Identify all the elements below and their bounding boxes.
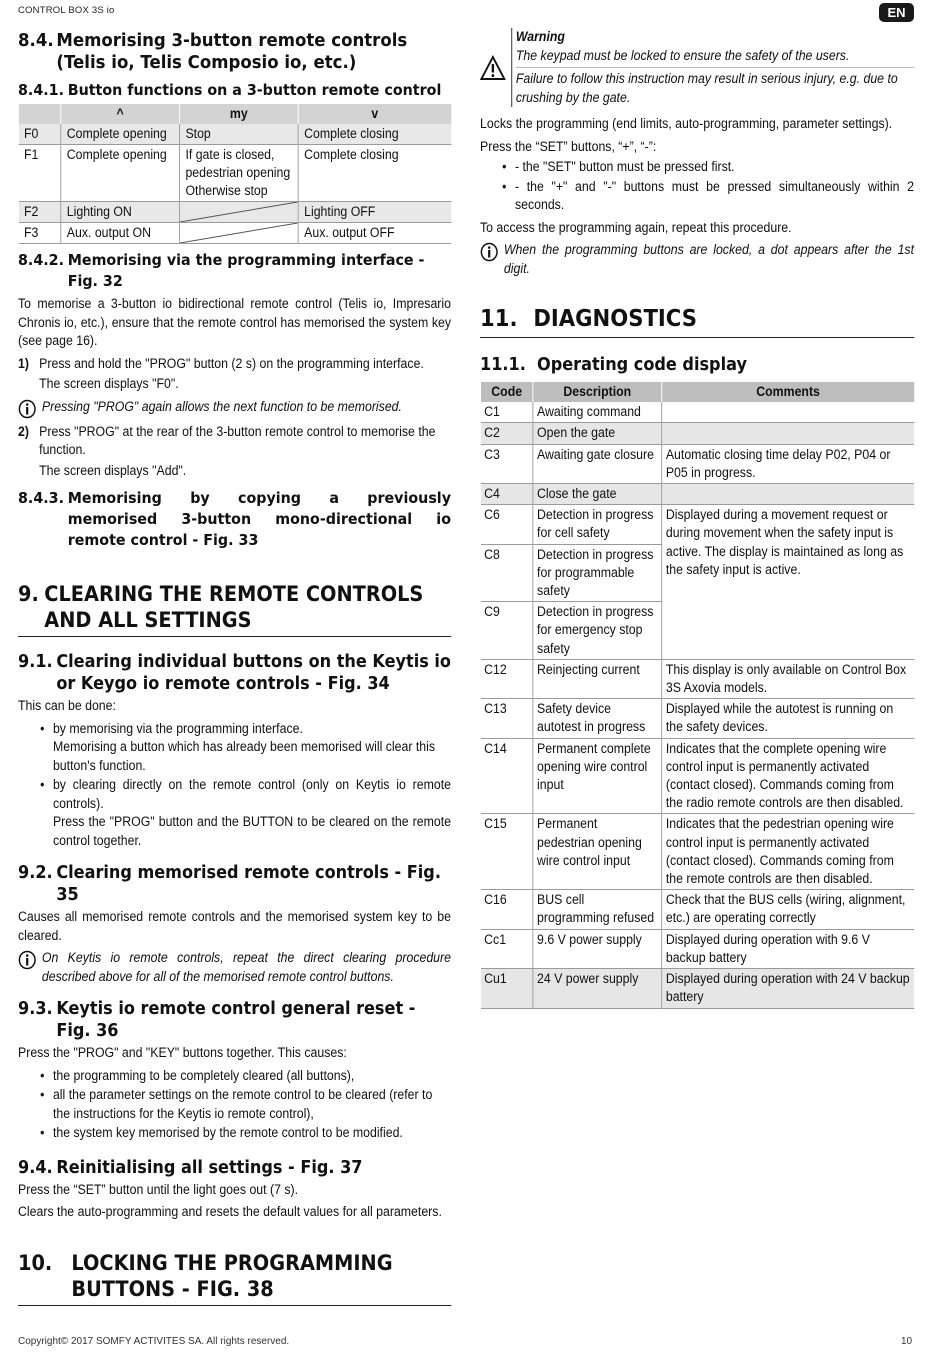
- paragraph: Locks the programming (end limits, auto-programming, parameter settings).: [480, 116, 893, 131]
- info-note: [480, 241, 914, 278]
- table-cell: Lighting OFF: [298, 202, 451, 223]
- section-number: 11.1.: [480, 355, 526, 375]
- comments-cell: [662, 484, 914, 505]
- table-row: [480, 484, 914, 505]
- note-text: When the programming buttons are locked, a dot appears after the 1st digit.: [503, 242, 915, 276]
- info-icon: [18, 399, 36, 419]
- code-cell: Cc1: [480, 929, 532, 968]
- section-number: 9.2.: [18, 863, 53, 883]
- section-title: DIAGNOSTICS: [533, 306, 697, 332]
- section-10-heading: [18, 1250, 451, 1306]
- code-cell: C15: [480, 814, 532, 890]
- description-cell: Detection in progress for programmable safety: [533, 544, 662, 602]
- table-cell: Complete closing: [298, 145, 451, 202]
- up-button-header: ^: [61, 104, 180, 124]
- table-row: [480, 402, 914, 423]
- table-header-row: [18, 104, 451, 124]
- table-cell: Aux. output ON: [61, 223, 180, 244]
- step-result: The screen displays "F0".: [39, 376, 179, 391]
- section-number: 9.: [18, 582, 39, 606]
- section-9-1-heading: [18, 651, 451, 695]
- section-8-4-2-heading: [18, 250, 451, 292]
- list-item: [18, 423, 451, 460]
- step-result: The screen displays "Add".: [39, 462, 187, 478]
- footer-copyright: Copyright© 2017 SOMFY ACTIVITES SA. All rights reserved.: [18, 1336, 290, 1347]
- document-header-title: CONTROL BOX 3S io: [18, 5, 115, 16]
- section-title: Clearing individual buttons on the Keytis io or Keygo io remote controls - Fig. 34: [56, 652, 452, 694]
- section-number: 8.4.1.: [18, 81, 65, 99]
- code-cell: C2: [480, 423, 532, 444]
- description-cell: BUS cell programming refused: [533, 890, 662, 929]
- list-item: • the system key memorised by the remote control to be modified.: [53, 1124, 451, 1143]
- paragraph: Clears the auto-programming and resets the default values for all parameters.: [18, 1204, 442, 1219]
- table-row: [480, 659, 914, 698]
- paragraph: To access the programming again, repeat this procedure.: [480, 219, 792, 235]
- table-cell: Lighting ON: [61, 202, 180, 223]
- table-cell: F2: [18, 202, 60, 223]
- step-text: Press "PROG" at the rear of the 3-button remote control to memorise the function.: [39, 423, 436, 457]
- language-badge: EN: [879, 3, 914, 22]
- code-cell: C13: [480, 699, 532, 738]
- section-title: Memorising via the programming interface - Fig. 32: [67, 251, 425, 290]
- section-title: Button functions on a 3-button remote control: [67, 81, 442, 99]
- section-number: 9.3.: [18, 999, 53, 1019]
- table-cell-empty: [179, 202, 298, 223]
- table-row: [18, 202, 451, 223]
- section-number: 8.4.: [18, 30, 54, 51]
- section-8-4-3-heading: [18, 488, 451, 551]
- paragraph: This can be done:: [18, 698, 116, 713]
- table-row: [18, 145, 451, 202]
- steps-list: [18, 355, 451, 374]
- bullet-continuation: Press the "PROG" button and the BUTTON to be cleared on the remote control together.: [52, 814, 452, 848]
- comments-cell: Displayed during operation with 9.6 V backup battery: [662, 929, 914, 968]
- section-9-heading: [18, 581, 451, 637]
- warning-line: Failure to follow this instruction may result in serious injury, e.g. due to crushing by the gate.: [515, 71, 898, 105]
- diagonal-strike: [180, 202, 298, 222]
- code-cell: C16: [480, 890, 532, 929]
- section-9-2-heading: [18, 862, 451, 906]
- description-cell: Detection in progress for cell safety: [533, 505, 662, 544]
- comments-cell: Automatic closing time delay P02, P04 or P05 in progress.: [662, 444, 914, 483]
- bullet-continuation: Memorising a button which has already been memorised will clear this button's function.: [52, 739, 436, 773]
- info-icon: [18, 950, 36, 970]
- table-row: [18, 223, 451, 244]
- code-cell: C12: [480, 659, 532, 698]
- section-title: Reinitialising all settings - Fig. 37: [56, 1157, 363, 1178]
- step-text: Press and hold the "PROG" button (2 s) on the programming interface.: [39, 355, 424, 371]
- note-text: On Keytis io remote controls, repeat the direct clearing procedure described above for all of the memorised remote control buttons.: [41, 950, 452, 984]
- comments-cell: [662, 423, 914, 444]
- section-title: Memorising 3-button remote controls (Telis io, Telis Composio io, etc.): [56, 30, 408, 73]
- table-row: [480, 969, 914, 1008]
- description-cell: 24 V power supply: [533, 969, 662, 1008]
- table-cell: Stop: [179, 124, 298, 145]
- table-header-row: [480, 382, 914, 402]
- comments-cell: Check that the BUS cells (wiring, alignment, etc.) are operating correctly: [662, 890, 914, 929]
- table-row: [18, 124, 451, 145]
- table-header-cell: Description: [533, 382, 662, 402]
- warning-line: The keypad must be locked to ensure the safety of the users.: [516, 47, 914, 69]
- section-8-4-heading: [18, 30, 451, 74]
- bullet-list: [18, 1067, 451, 1143]
- paragraph: Press the “SET” button until the light goes out (7 s).: [18, 1181, 299, 1197]
- comments-cell: Indicates that the pedestrian opening wire control input is permanently activated (contact closed). Commands coming from the remote controls are then disabled.: [662, 814, 914, 890]
- steps-list: [18, 423, 451, 460]
- section-title: Clearing memorised remote controls - Fig. 35: [56, 863, 441, 905]
- code-cell: C1: [480, 402, 532, 423]
- table-header-cell: Comments: [662, 382, 914, 402]
- warning-icon: [480, 55, 506, 81]
- section-11-1-heading: [480, 354, 914, 376]
- section-number: 10.: [18, 1250, 53, 1275]
- table-cell: Complete opening: [61, 124, 180, 145]
- section-number: 8.4.3.: [18, 489, 65, 507]
- table-cell: Complete closing: [298, 124, 451, 145]
- table-row: [480, 738, 914, 814]
- bullet-text: by clearing directly on the remote control (only on Keytis io remote controls).: [52, 777, 452, 811]
- description-cell: Reinjecting current: [533, 659, 662, 698]
- comments-cell: This display is only available on Control Box 3S Axovia models.: [662, 659, 914, 698]
- code-cell: Cu1: [480, 969, 532, 1008]
- list-item: [53, 776, 451, 850]
- table-cell: F1: [18, 145, 60, 202]
- code-cell: C14: [480, 738, 532, 814]
- section-number: 9.4.: [18, 1157, 53, 1178]
- description-cell: Permanent pedestrian opening wire control input: [533, 814, 662, 890]
- list-item: [53, 720, 451, 776]
- info-icon: [480, 242, 498, 262]
- table-row: [480, 814, 914, 890]
- description-cell: Detection in progress for emergency stop safety: [533, 602, 662, 660]
- description-cell: Safety device autotest in progress: [533, 699, 662, 738]
- section-8-4-1-heading: [18, 80, 451, 101]
- table-row: [480, 929, 914, 968]
- description-cell: Permanent complete opening wire control input: [533, 738, 662, 814]
- code-cell: C8: [480, 544, 532, 602]
- code-cell: C3: [480, 444, 532, 483]
- description-cell: Awaiting command: [533, 402, 662, 423]
- table-header-cell: Code: [480, 382, 532, 402]
- paragraph: Press the “SET” buttons, “+”, “-”:: [480, 138, 657, 154]
- table-row: [480, 444, 914, 483]
- section-title: LOCKING THE PROGRAMMING BUTTONS - FIG. 38: [71, 1250, 393, 1301]
- operating-code-table: [480, 382, 914, 1009]
- description-cell: 9.6 V power supply: [533, 929, 662, 968]
- paragraph: Causes all memorised remote controls and the memorised system key to be cleared.: [18, 909, 452, 943]
- bullet-text: by memorising via the programming interface.: [52, 720, 303, 736]
- comments-cell: [662, 402, 914, 423]
- table-cell: Aux. output OFF: [298, 223, 451, 244]
- list-item: • the programming to be completely cleared (all buttons),: [53, 1067, 451, 1086]
- warning-title: Warning: [515, 29, 565, 44]
- step-number: 2): [18, 423, 29, 439]
- diagonal-strike: [180, 223, 298, 243]
- code-cell: C4: [480, 484, 532, 505]
- description-cell: Open the gate: [533, 423, 662, 444]
- down-button-header: v: [298, 104, 451, 124]
- table-cell: F3: [18, 223, 60, 244]
- list-item: • - the "SET" button must be pressed first.: [515, 158, 914, 177]
- section-9-3-heading: [18, 998, 451, 1042]
- bullet-list: [18, 720, 451, 851]
- my-button-header: my: [179, 104, 298, 124]
- section-title: Memorising by copying a previously memorised 3-button mono-directional io remote control - Fig. 33: [67, 489, 452, 549]
- info-note: [18, 949, 451, 986]
- table-row: [480, 505, 914, 544]
- step-number: 1): [18, 355, 29, 371]
- paragraph: To memorise a 3-button io bidirectional remote control (Telis io, Impresario Chronis io, etc.), ensure that the remote control has memorised the system key (see page 16).: [18, 296, 452, 348]
- page-number: 10: [901, 1336, 913, 1347]
- section-number: 11.: [480, 306, 518, 332]
- comments-cell: Displayed during operation with 24 V backup battery: [662, 969, 914, 1008]
- description-cell: Close the gate: [533, 484, 662, 505]
- list-item: [18, 355, 451, 374]
- table-cell: F0: [18, 124, 60, 145]
- code-cell: C9: [480, 602, 532, 660]
- section-11-heading: [480, 304, 914, 338]
- table-row: [480, 423, 914, 444]
- table-row: [480, 890, 914, 929]
- list-item: • all the parameter settings on the remote control to be cleared (refer to the instructions for the Keytis io remote control),: [53, 1086, 451, 1123]
- code-cell: C6: [480, 505, 532, 544]
- table-cell-empty: [179, 223, 298, 244]
- warning-block: [480, 28, 914, 107]
- comments-cell: Indicates that the complete opening wire control input is permanently activated (contact closed). Commands coming from the radio remote controls are then disabled.: [662, 738, 914, 814]
- bullet-list: [480, 158, 914, 215]
- right-column: [480, 28, 914, 1009]
- paragraph: Press the "PROG" and "KEY" buttons together. This causes:: [18, 1045, 347, 1060]
- section-number: 9.1.: [18, 652, 53, 672]
- section-title: Keytis io remote control general reset - Fig. 36: [56, 999, 416, 1041]
- note-text: Pressing "PROG" again allows the next function to be memorised.: [41, 398, 402, 414]
- list-item: • - the "+" and "-" buttons must be pressed simultaneously within 2 seconds.: [515, 178, 914, 215]
- comments-cell: Displayed while the autotest is running on the safety devices.: [662, 699, 914, 738]
- info-note: [18, 398, 451, 419]
- description-cell: Awaiting gate closure: [533, 444, 662, 483]
- section-title: Operating code display: [537, 355, 747, 375]
- table-row: [480, 699, 914, 738]
- left-column: [18, 28, 451, 1306]
- section-number: 8.4.2.: [18, 251, 65, 269]
- table-cell: If gate is closed, pedestrian opening Otherwise stop: [179, 145, 298, 202]
- button-functions-table: [18, 104, 451, 244]
- section-title: CLEARING THE REMOTE CONTROLS AND ALL SETTINGS: [44, 582, 424, 632]
- table-cell: Complete opening: [61, 145, 180, 202]
- table-header-cell: [18, 104, 60, 124]
- section-9-4-heading: [18, 1157, 451, 1179]
- comments-cell: Displayed during a movement request or during movement when the safety input is active. The display is maintained as long as the safety input is active.: [662, 505, 914, 660]
